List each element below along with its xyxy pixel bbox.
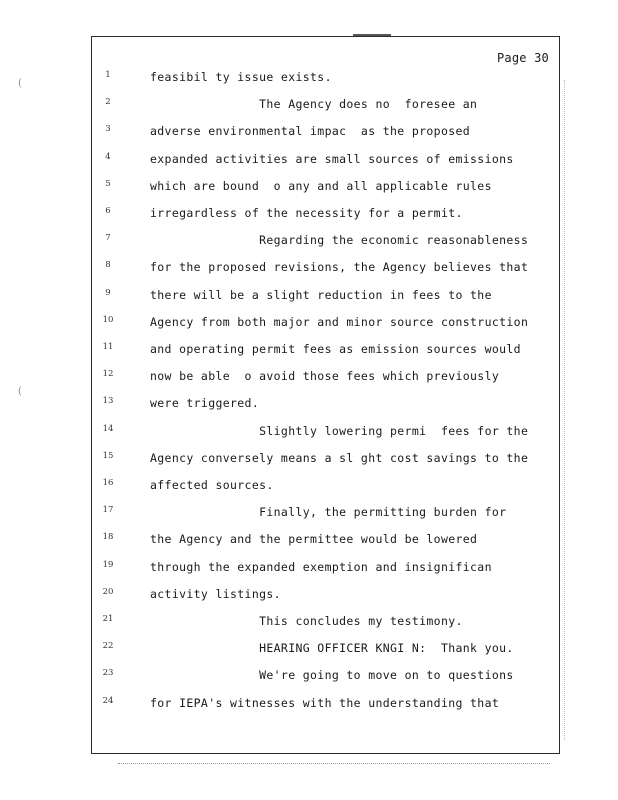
transcript-line	[0, 206, 618, 226]
transcript-line	[0, 668, 618, 688]
transcript-line	[0, 70, 618, 90]
line-text: and operating permit fees as emission sources would	[150, 342, 521, 356]
transcript-line	[0, 124, 618, 144]
transcript-line	[0, 260, 618, 280]
transcript-line	[0, 179, 618, 199]
transcript-line	[0, 532, 618, 552]
line-text: Regarding the economic reasonableness	[150, 233, 529, 248]
page-number: Page 30	[497, 51, 549, 65]
line-number: 22	[102, 641, 114, 652]
line-number: 8	[105, 260, 111, 271]
transcript-line	[0, 478, 618, 498]
line-number: 2	[105, 97, 111, 108]
line-text: now be able o avoid those fees which previously	[150, 369, 500, 384]
line-number: 9	[105, 287, 111, 298]
line-number: 21	[102, 614, 114, 624]
line-number: 18	[102, 532, 114, 543]
line-text: This concludes my testimony.	[150, 614, 463, 628]
line-text: adverse environmental impac as the proposed	[150, 124, 471, 139]
margin-speck: (	[18, 78, 22, 89]
line-number: 17	[102, 505, 114, 516]
line-number: 1	[105, 70, 111, 80]
line-number: 7	[105, 233, 111, 244]
right-scan-edge	[564, 80, 566, 740]
transcript-line	[0, 369, 618, 389]
line-text: feasibil ty issue exists.	[150, 70, 332, 84]
line-number: 11	[102, 342, 114, 352]
transcript-line	[0, 424, 618, 444]
line-number: 12	[102, 369, 114, 380]
line-text: The Agency does no foresee an	[150, 97, 478, 112]
transcript-line	[0, 342, 618, 362]
line-text: affected sources.	[150, 478, 274, 492]
transcript-line	[0, 505, 618, 525]
line-number: 23	[102, 668, 114, 679]
line-text: there will be a slight reduction in fees to the	[150, 287, 492, 302]
line-text: Agency conversely means a sl ght cost savings to the	[150, 450, 529, 465]
line-number: 20	[102, 586, 114, 597]
line-text: activity listings.	[150, 586, 281, 601]
line-text: were triggered.	[150, 396, 260, 411]
bottom-scan-noise	[118, 763, 550, 765]
line-number: 10	[102, 314, 114, 325]
transcript-line	[0, 641, 618, 661]
line-number: 19	[102, 559, 114, 570]
line-text: Agency from both major and minor source construction	[150, 314, 529, 329]
line-text: for the proposed revisions, the Agency believes that	[150, 260, 529, 275]
line-text: the Agency and the permittee would be lowered	[150, 532, 478, 547]
transcript-line	[0, 233, 618, 253]
line-text: We're going to move on to questions	[150, 668, 514, 683]
transcript-line	[0, 315, 618, 335]
line-text: HEARING OFFICER KNGI N: Thank you.	[150, 641, 514, 656]
line-number: 6	[105, 206, 111, 216]
line-number: 3	[105, 124, 111, 135]
line-number: 15	[102, 450, 114, 461]
line-number: 24	[102, 695, 114, 706]
margin-speck: (	[18, 386, 22, 397]
transcript-line	[0, 451, 618, 471]
transcript-line	[0, 587, 618, 607]
line-text: Slightly lowering permi fees for the	[150, 423, 529, 438]
top-edge-mark	[353, 34, 391, 36]
transcript-line	[0, 97, 618, 117]
transcript-line	[0, 152, 618, 172]
line-number: 5	[105, 178, 111, 189]
line-number: 4	[105, 151, 111, 162]
line-text: expanded activities are small sources of emissions	[150, 151, 514, 166]
line-number: 14	[102, 423, 114, 434]
transcript-line	[0, 288, 618, 308]
transcript-line	[0, 696, 618, 716]
line-number: 16	[102, 478, 114, 488]
line-text: which are bound o any and all applicable rules	[150, 178, 492, 193]
line-text: Finally, the permitting burden for	[150, 505, 507, 520]
transcript-line	[0, 396, 618, 416]
line-text: through the expanded exemption and insignifican	[150, 559, 492, 574]
transcript-line	[0, 560, 618, 580]
line-number: 13	[102, 396, 114, 407]
transcript-line	[0, 614, 618, 634]
line-text: irregardless of the necessity for a permit.	[150, 206, 463, 220]
line-text: for IEPA's witnesses with the understanding that	[150, 695, 500, 710]
